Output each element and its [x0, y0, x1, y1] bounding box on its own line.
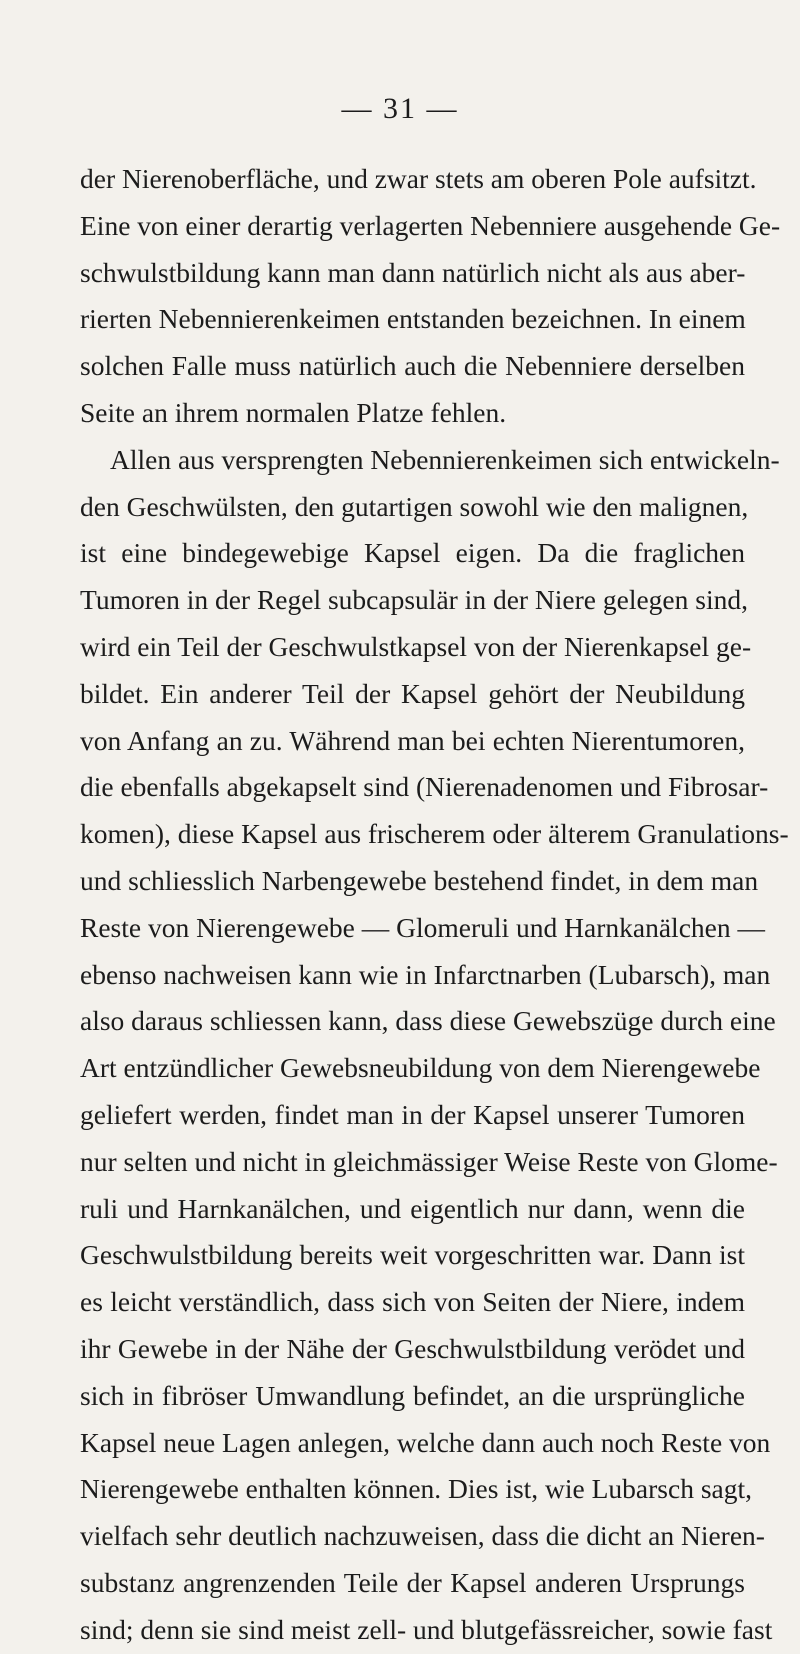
text-line: Nierengewebe enthalten können. Dies ist, wie Lubarsch sagt,: [80, 1473, 753, 1505]
text-line: ihr Gewebe in der Nähe der Geschwulstbildung verödet und: [80, 1332, 745, 1364]
text-line: es leicht verständlich, dass sich von Seiten der Niere, indem: [80, 1286, 745, 1318]
text-line: den Geschwülsten, den gutartigen sowohl wie den malignen,: [80, 490, 749, 522]
text-line: bildet. Ein anderer Teil der Kapsel gehört der Neubildung: [80, 677, 745, 709]
text-line: Allen aus versprengten Nebennierenkeimen sich entwickeln-: [110, 443, 780, 475]
text-line: vielfach sehr deutlich nachzuweisen, dass die dicht an Nieren-: [80, 1520, 765, 1552]
text-line: Eine von einer derartig verlagerten Nebenniere ausgehende Ge-: [80, 209, 781, 241]
text-line: von Anfang an zu. Während man bei echten Nierentumoren,: [80, 724, 745, 756]
text-line: Kapsel neue Lagen anlegen, welche dann auch noch Reste von: [80, 1426, 771, 1458]
body-text: [80, 156, 789, 1654]
text-line: komen), diese Kapsel aus frischerem oder älterem Granulations-: [80, 818, 789, 850]
text-line: ist eine bindegewebige Kapsel eigen. Da die fraglichen: [80, 537, 745, 569]
text-line: sich in fibröser Umwandlung befindet, an die ursprüngliche: [80, 1379, 745, 1411]
text-line: nur selten und nicht in gleichmässiger Weise Reste von Glome-: [80, 1145, 778, 1177]
text-line: sind; denn sie sind meist zell- und blutgefässreicher, sowie fast: [80, 1613, 773, 1645]
text-line: der Nierenoberfläche, und zwar stets am oberen Pole aufsitzt.: [80, 163, 757, 194]
text-line: Reste von Nierengewebe — Glomeruli und Harnkanälchen —: [80, 911, 765, 943]
text-line: geliefert werden, findet man in der Kapsel unserer Tumoren: [80, 1098, 745, 1130]
page-number: — 31 —: [341, 92, 459, 125]
text-line: solchen Falle muss natürlich auch die Nebenniere derselben: [80, 350, 745, 382]
text-line: substanz angrenzenden Teile der Kapsel anderen Ursprungs: [80, 1566, 745, 1598]
text-line: Seite an ihrem normalen Platze fehlen.: [80, 396, 507, 428]
text-line: Tumoren in der Regel subcapsulär in der Niere gelegen sind,: [80, 584, 748, 616]
text-line: wird ein Teil der Geschwulstkapsel von der Nierenkapsel ge-: [80, 630, 752, 662]
text-line: also daraus schliessen kann, dass diese Gewebszüge durch eine: [80, 1005, 776, 1037]
text-line: ebenso nachweisen kann wie in Infarctnarben (Lubarsch), man: [80, 958, 771, 990]
text-line: ruli und Harnkanälchen, und eigentlich nur dann, wenn die: [80, 1192, 745, 1224]
text-line: und schliesslich Narbengewebe bestehend findet, in dem man: [80, 864, 759, 896]
text-line: rierten Nebennierenkeimen entstanden bezeichnen. In einem: [80, 303, 746, 335]
text-line: die ebenfalls abgekapselt sind (Nierenadenomen und Fibrosar-: [80, 771, 769, 803]
text-line: Geschwulstbildung bereits weit vorgeschritten war. Dann ist: [80, 1239, 745, 1271]
text-line: Art entzündlicher Gewebsneubildung von dem Nierengewebe: [80, 1052, 761, 1084]
text-line: schwulstbildung kann man dann natürlich nicht als aus aber-: [80, 256, 746, 288]
